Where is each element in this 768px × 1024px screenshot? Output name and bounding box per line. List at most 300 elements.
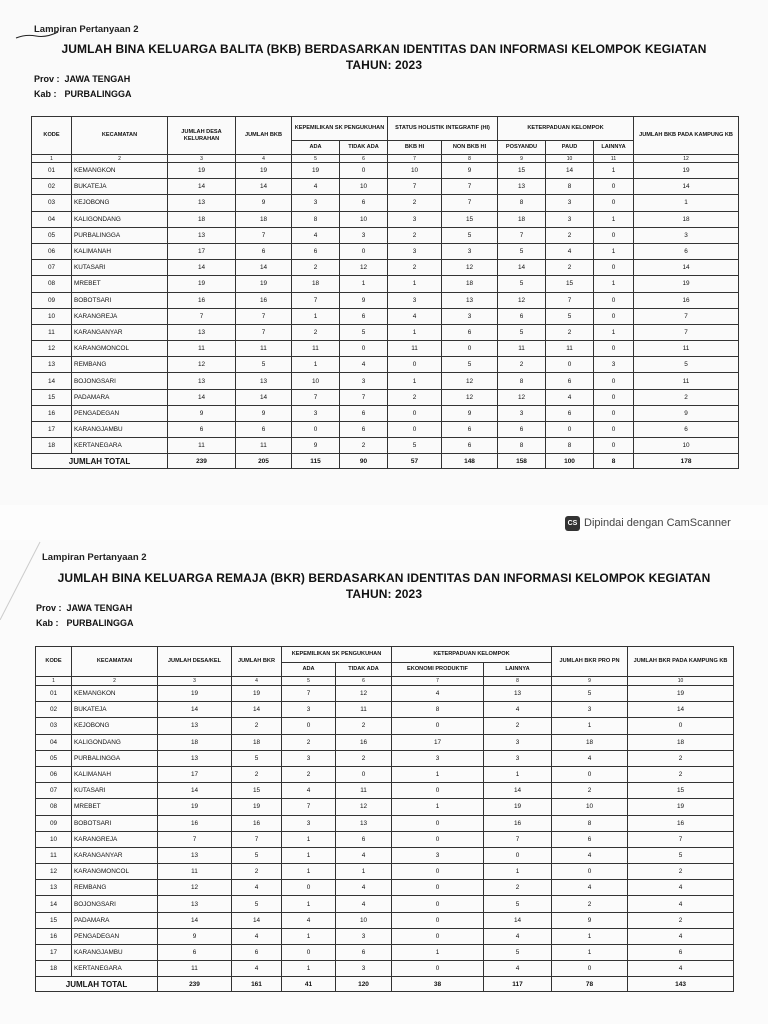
value-cell: 3	[546, 195, 594, 211]
value-cell: 1	[340, 276, 388, 292]
value-cell: 9	[442, 405, 498, 421]
column-number: 1	[36, 677, 72, 686]
table-row	[36, 831, 734, 847]
value-cell: 12	[336, 686, 392, 702]
column-number: 2	[72, 677, 158, 686]
kode-cell: 01	[32, 163, 72, 179]
value-cell: 10	[634, 438, 739, 454]
value-cell: 5	[546, 308, 594, 324]
value-cell: 2	[232, 864, 282, 880]
value-cell: 18	[292, 276, 340, 292]
total-cell: 117	[484, 977, 552, 992]
table-row	[32, 357, 739, 373]
regency-label: Kab :	[36, 618, 59, 628]
total-cell: 41	[282, 977, 336, 992]
value-cell: 6	[442, 422, 498, 438]
value-cell: 6	[158, 945, 232, 961]
camscanner-label: Dipindai dengan CamScanner	[584, 517, 731, 529]
table-row	[36, 766, 734, 782]
value-cell: 19	[236, 276, 292, 292]
value-cell: 2	[388, 260, 442, 276]
value-cell: 4	[484, 961, 552, 977]
kecamatan-cell: KARANGANYAR	[72, 324, 168, 340]
value-cell: 3	[392, 750, 484, 766]
value-cell: 7	[236, 324, 292, 340]
value-cell: 4	[484, 928, 552, 944]
value-cell: 0	[594, 438, 634, 454]
value-cell: 0	[594, 292, 634, 308]
value-cell: 7	[282, 686, 336, 702]
value-cell: 9	[236, 195, 292, 211]
value-cell: 0	[546, 357, 594, 373]
header-paud: PAUD	[546, 141, 594, 155]
province-value: JAWA TENGAH	[64, 74, 131, 84]
value-cell: 11	[336, 702, 392, 718]
value-cell: 14	[484, 912, 552, 928]
value-cell: 4	[392, 686, 484, 702]
value-cell: 1	[594, 211, 634, 227]
value-cell: 5	[232, 750, 282, 766]
table-row	[36, 847, 734, 863]
value-cell: 19	[232, 686, 282, 702]
value-cell: 13	[484, 686, 552, 702]
value-cell: 6	[634, 243, 739, 259]
table-row	[36, 702, 734, 718]
regency-line	[34, 89, 132, 99]
value-cell: 3	[484, 750, 552, 766]
value-cell: 4	[232, 880, 282, 896]
value-cell: 4	[546, 389, 594, 405]
kode-cell: 07	[36, 783, 72, 799]
value-cell: 0	[484, 847, 552, 863]
kecamatan-cell: KARANGJAMBU	[72, 422, 168, 438]
table-row	[32, 243, 739, 259]
header-kode: KODE	[32, 117, 72, 155]
province-label: Prov :	[34, 74, 60, 84]
camscanner-watermark	[565, 512, 731, 534]
value-cell: 6	[340, 422, 388, 438]
column-number: 3	[168, 155, 236, 163]
value-cell: 16	[628, 815, 734, 831]
value-cell: 17	[392, 734, 484, 750]
value-cell: 0	[392, 961, 484, 977]
value-cell: 19	[628, 799, 734, 815]
kode-cell: 11	[32, 324, 72, 340]
value-cell: 0	[594, 260, 634, 276]
value-cell: 13	[158, 847, 232, 863]
value-cell: 2	[546, 324, 594, 340]
column-number: 4	[236, 155, 292, 163]
value-cell: 8	[392, 702, 484, 718]
value-cell: 9	[236, 405, 292, 421]
value-cell: 5	[442, 357, 498, 373]
value-cell: 0	[594, 195, 634, 211]
value-cell: 13	[158, 718, 232, 734]
value-cell: 4	[552, 847, 628, 863]
value-cell: 8	[546, 179, 594, 195]
kecamatan-cell: KERTANEGARA	[72, 961, 158, 977]
value-cell: 2	[552, 783, 628, 799]
kecamatan-cell: KALIMANAH	[72, 766, 158, 782]
value-cell: 11	[168, 438, 236, 454]
total-cell: 205	[236, 454, 292, 469]
total-cell: 158	[498, 454, 546, 469]
value-cell: 13	[158, 896, 232, 912]
value-cell: 3	[336, 928, 392, 944]
value-cell: 3	[594, 357, 634, 373]
value-cell: 16	[634, 292, 739, 308]
value-cell: 6	[498, 308, 546, 324]
value-cell: 14	[236, 260, 292, 276]
value-cell: 19	[628, 686, 734, 702]
table-row	[36, 783, 734, 799]
value-cell: 1	[594, 243, 634, 259]
kode-cell: 06	[36, 766, 72, 782]
value-cell: 0	[546, 422, 594, 438]
value-cell: 19	[168, 163, 236, 179]
total-cell: 78	[552, 977, 628, 992]
column-number: 9	[552, 677, 628, 686]
value-cell: 11	[546, 341, 594, 357]
column-number: 2	[72, 155, 168, 163]
kode-cell: 15	[36, 912, 72, 928]
value-cell: 0	[594, 179, 634, 195]
value-cell: 7	[498, 227, 546, 243]
regency-value: PURBALINGGA	[64, 89, 132, 99]
value-cell: 11	[498, 341, 546, 357]
value-cell: 7	[546, 292, 594, 308]
value-cell: 1	[484, 864, 552, 880]
value-cell: 14	[484, 783, 552, 799]
table-row	[32, 179, 739, 195]
kecamatan-cell: KALIGONDANG	[72, 734, 158, 750]
kode-cell: 06	[32, 243, 72, 259]
value-cell: 3	[392, 847, 484, 863]
value-cell: 0	[594, 389, 634, 405]
column-number: 3	[158, 677, 232, 686]
value-cell: 2	[292, 260, 340, 276]
total-cell: 38	[392, 977, 484, 992]
value-cell: 2	[232, 766, 282, 782]
value-cell: 14	[236, 389, 292, 405]
header-keterpaduan: KETERPADUAN KELOMPOK	[392, 647, 552, 663]
value-cell: 0	[594, 405, 634, 421]
value-cell: 16	[484, 815, 552, 831]
value-cell: 9	[158, 928, 232, 944]
value-cell: 0	[552, 766, 628, 782]
value-cell: 1	[552, 945, 628, 961]
value-cell: 7	[168, 308, 236, 324]
value-cell: 5	[634, 357, 739, 373]
header-kode: KODE	[36, 647, 72, 677]
value-cell: 3	[546, 211, 594, 227]
value-cell: 7	[634, 324, 739, 340]
value-cell: 4	[628, 928, 734, 944]
kecamatan-cell: BOBOTSARI	[72, 292, 168, 308]
value-cell: 2	[628, 766, 734, 782]
value-cell: 16	[236, 292, 292, 308]
header-kecamatan: KECAMATAN	[72, 117, 168, 155]
table-row	[36, 718, 734, 734]
value-cell: 0	[594, 308, 634, 324]
header-ekonomi-produktif: EKONOMI PRODUKTIF	[392, 663, 484, 677]
value-cell: 10	[340, 179, 388, 195]
value-cell: 1	[392, 766, 484, 782]
value-cell: 9	[442, 163, 498, 179]
value-cell: 4	[292, 227, 340, 243]
value-cell: 2	[484, 718, 552, 734]
value-cell: 16	[336, 734, 392, 750]
value-cell: 11	[634, 373, 739, 389]
value-cell: 1	[392, 799, 484, 815]
kecamatan-cell: KUTASARI	[72, 783, 158, 799]
value-cell: 14	[168, 389, 236, 405]
value-cell: 1	[594, 163, 634, 179]
value-cell: 7	[628, 831, 734, 847]
value-cell: 11	[158, 961, 232, 977]
total-cell: 120	[336, 977, 392, 992]
kecamatan-cell: BOBOTSARI	[72, 815, 158, 831]
header-tidak-ada: TIDAK ADA	[336, 663, 392, 677]
total-cell: 90	[340, 454, 388, 469]
value-cell: 14	[168, 179, 236, 195]
kecamatan-cell: PADAMARA	[72, 912, 158, 928]
value-cell: 4	[292, 179, 340, 195]
value-cell: 6	[498, 422, 546, 438]
value-cell: 5	[484, 945, 552, 961]
kode-cell: 18	[36, 961, 72, 977]
kode-cell: 10	[36, 831, 72, 847]
value-cell: 6	[336, 945, 392, 961]
document-title: JUMLAH BINA KELUARGA REMAJA (BKR) BERDASARKAN IDENTITAS DAN INFORMASI KELOMPOK KEGIATAN	[57, 571, 711, 585]
total-cell: 8	[594, 454, 634, 469]
value-cell: 19	[634, 163, 739, 179]
value-cell: 10	[336, 912, 392, 928]
value-cell: 9	[552, 912, 628, 928]
value-cell: 1	[292, 357, 340, 373]
value-cell: 13	[158, 750, 232, 766]
value-cell: 12	[498, 389, 546, 405]
kecamatan-cell: PURBALINGGA	[72, 750, 158, 766]
table-row	[36, 799, 734, 815]
value-cell: 11	[634, 341, 739, 357]
total-cell: 143	[628, 977, 734, 992]
value-cell: 13	[168, 195, 236, 211]
value-cell: 11	[292, 341, 340, 357]
kecamatan-cell: KARANGMONCOL	[72, 341, 168, 357]
value-cell: 6	[546, 405, 594, 421]
total-cell: 115	[292, 454, 340, 469]
kecamatan-cell: KEMANGKON	[72, 686, 158, 702]
header-pro-pn: JUMLAH BKR PRO PN	[552, 647, 628, 677]
table-row	[36, 896, 734, 912]
value-cell: 3	[484, 734, 552, 750]
value-cell: 6	[168, 422, 236, 438]
kecamatan-cell: KARANGREJA	[72, 831, 158, 847]
value-cell: 13	[168, 324, 236, 340]
value-cell: 1	[392, 945, 484, 961]
bkb-table	[31, 116, 739, 469]
column-number: 11	[594, 155, 634, 163]
value-cell: 6	[236, 422, 292, 438]
header-tidak-ada: TIDAK ADA	[340, 141, 388, 155]
kode-cell: 13	[32, 357, 72, 373]
value-cell: 13	[498, 179, 546, 195]
value-cell: 15	[628, 783, 734, 799]
table-row	[32, 308, 739, 324]
header-kampung-kb: JUMLAH BKB PADA KAMPUNG KB	[634, 117, 739, 155]
value-cell: 4	[282, 912, 336, 928]
value-cell: 0	[628, 718, 734, 734]
kode-cell: 02	[36, 702, 72, 718]
value-cell: 1	[336, 864, 392, 880]
value-cell: 4	[282, 783, 336, 799]
kode-cell: 04	[32, 211, 72, 227]
value-cell: 19	[158, 799, 232, 815]
value-cell: 13	[168, 373, 236, 389]
document-title: JUMLAH BINA KELUARGA BALITA (BKB) BERDASARKAN IDENTITAS DAN INFORMASI KELOMPOK KEGIATAN	[61, 42, 707, 56]
value-cell: 3	[282, 815, 336, 831]
value-cell: 1	[388, 373, 442, 389]
kode-cell: 15	[32, 389, 72, 405]
value-cell: 2	[336, 718, 392, 734]
table-row	[32, 422, 739, 438]
value-cell: 4	[340, 357, 388, 373]
value-cell: 1	[634, 195, 739, 211]
header-status-holistik: STATUS HOLISTIK INTEGRATIF (HI)	[388, 117, 498, 141]
value-cell: 14	[158, 783, 232, 799]
total-label: JUMLAH TOTAL	[32, 454, 168, 469]
value-cell: 4	[628, 880, 734, 896]
value-cell: 11	[236, 341, 292, 357]
value-cell: 6	[442, 324, 498, 340]
province-value: JAWA TENGAH	[66, 603, 133, 613]
value-cell: 0	[340, 243, 388, 259]
value-cell: 12	[442, 389, 498, 405]
table-row	[36, 734, 734, 750]
value-cell: 18	[158, 734, 232, 750]
value-cell: 1	[282, 928, 336, 944]
value-cell: 2	[340, 438, 388, 454]
value-cell: 7	[292, 292, 340, 308]
value-cell: 3	[442, 308, 498, 324]
value-cell: 4	[232, 961, 282, 977]
table-row	[36, 912, 734, 928]
kode-cell: 12	[36, 864, 72, 880]
value-cell: 8	[292, 211, 340, 227]
kecamatan-cell: PURBALINGGA	[72, 227, 168, 243]
table-row	[32, 324, 739, 340]
document-page-bkb	[0, 0, 768, 505]
value-cell: 19	[236, 163, 292, 179]
column-number: 1	[32, 155, 72, 163]
table-row	[32, 276, 739, 292]
kode-cell: 05	[32, 227, 72, 243]
lampiran-label: Lampiran Pertanyaan 2	[42, 552, 147, 563]
value-cell: 13	[336, 815, 392, 831]
total-cell: 239	[158, 977, 232, 992]
kecamatan-cell: KUTASARI	[72, 260, 168, 276]
column-number: 8	[442, 155, 498, 163]
value-cell: 19	[232, 799, 282, 815]
value-cell: 0	[336, 766, 392, 782]
header-lainnya: LAINNYA	[594, 141, 634, 155]
value-cell: 2	[336, 750, 392, 766]
value-cell: 10	[552, 799, 628, 815]
kode-cell: 13	[36, 880, 72, 896]
value-cell: 1	[594, 324, 634, 340]
value-cell: 5	[388, 438, 442, 454]
value-cell: 0	[388, 357, 442, 373]
kecamatan-cell: REMBANG	[72, 357, 168, 373]
value-cell: 5	[628, 847, 734, 863]
value-cell: 15	[232, 783, 282, 799]
header-kecamatan: KECAMATAN	[72, 647, 158, 677]
value-cell: 2	[628, 912, 734, 928]
value-cell: 4	[336, 896, 392, 912]
value-cell: 10	[292, 373, 340, 389]
value-cell: 2	[388, 389, 442, 405]
value-cell: 5	[442, 227, 498, 243]
value-cell: 0	[392, 928, 484, 944]
header-posyandu: POSYANDU	[498, 141, 546, 155]
value-cell: 3	[388, 292, 442, 308]
kecamatan-cell: KARANGREJA	[72, 308, 168, 324]
value-cell: 1	[594, 276, 634, 292]
value-cell: 18	[634, 211, 739, 227]
value-cell: 2	[388, 195, 442, 211]
value-cell: 19	[158, 686, 232, 702]
kode-cell: 08	[32, 276, 72, 292]
header-jumlah-desa: JUMLAH DESA KELURAHAN	[168, 117, 236, 155]
value-cell: 1	[282, 831, 336, 847]
value-cell: 0	[594, 373, 634, 389]
value-cell: 14	[168, 260, 236, 276]
kode-cell: 05	[36, 750, 72, 766]
value-cell: 3	[336, 961, 392, 977]
kode-cell: 03	[32, 195, 72, 211]
value-cell: 2	[628, 864, 734, 880]
value-cell: 12	[498, 292, 546, 308]
table-row	[32, 195, 739, 211]
value-cell: 13	[442, 292, 498, 308]
value-cell: 0	[392, 815, 484, 831]
value-cell: 9	[168, 405, 236, 421]
table-row	[32, 405, 739, 421]
value-cell: 2	[292, 324, 340, 340]
value-cell: 8	[552, 815, 628, 831]
value-cell: 16	[158, 815, 232, 831]
value-cell: 6	[340, 195, 388, 211]
value-cell: 1	[282, 847, 336, 863]
total-cell: 57	[388, 454, 442, 469]
value-cell: 5	[498, 243, 546, 259]
column-number: 8	[484, 677, 552, 686]
value-cell: 2	[282, 734, 336, 750]
value-cell: 1	[484, 766, 552, 782]
value-cell: 5	[498, 324, 546, 340]
value-cell: 16	[168, 292, 236, 308]
value-cell: 5	[484, 896, 552, 912]
value-cell: 16	[232, 815, 282, 831]
kecamatan-cell: BUKATEJA	[72, 702, 158, 718]
value-cell: 14	[158, 912, 232, 928]
kode-cell: 11	[36, 847, 72, 863]
total-cell: 161	[232, 977, 282, 992]
value-cell: 0	[392, 880, 484, 896]
value-cell: 5	[232, 847, 282, 863]
value-cell: 2	[484, 880, 552, 896]
